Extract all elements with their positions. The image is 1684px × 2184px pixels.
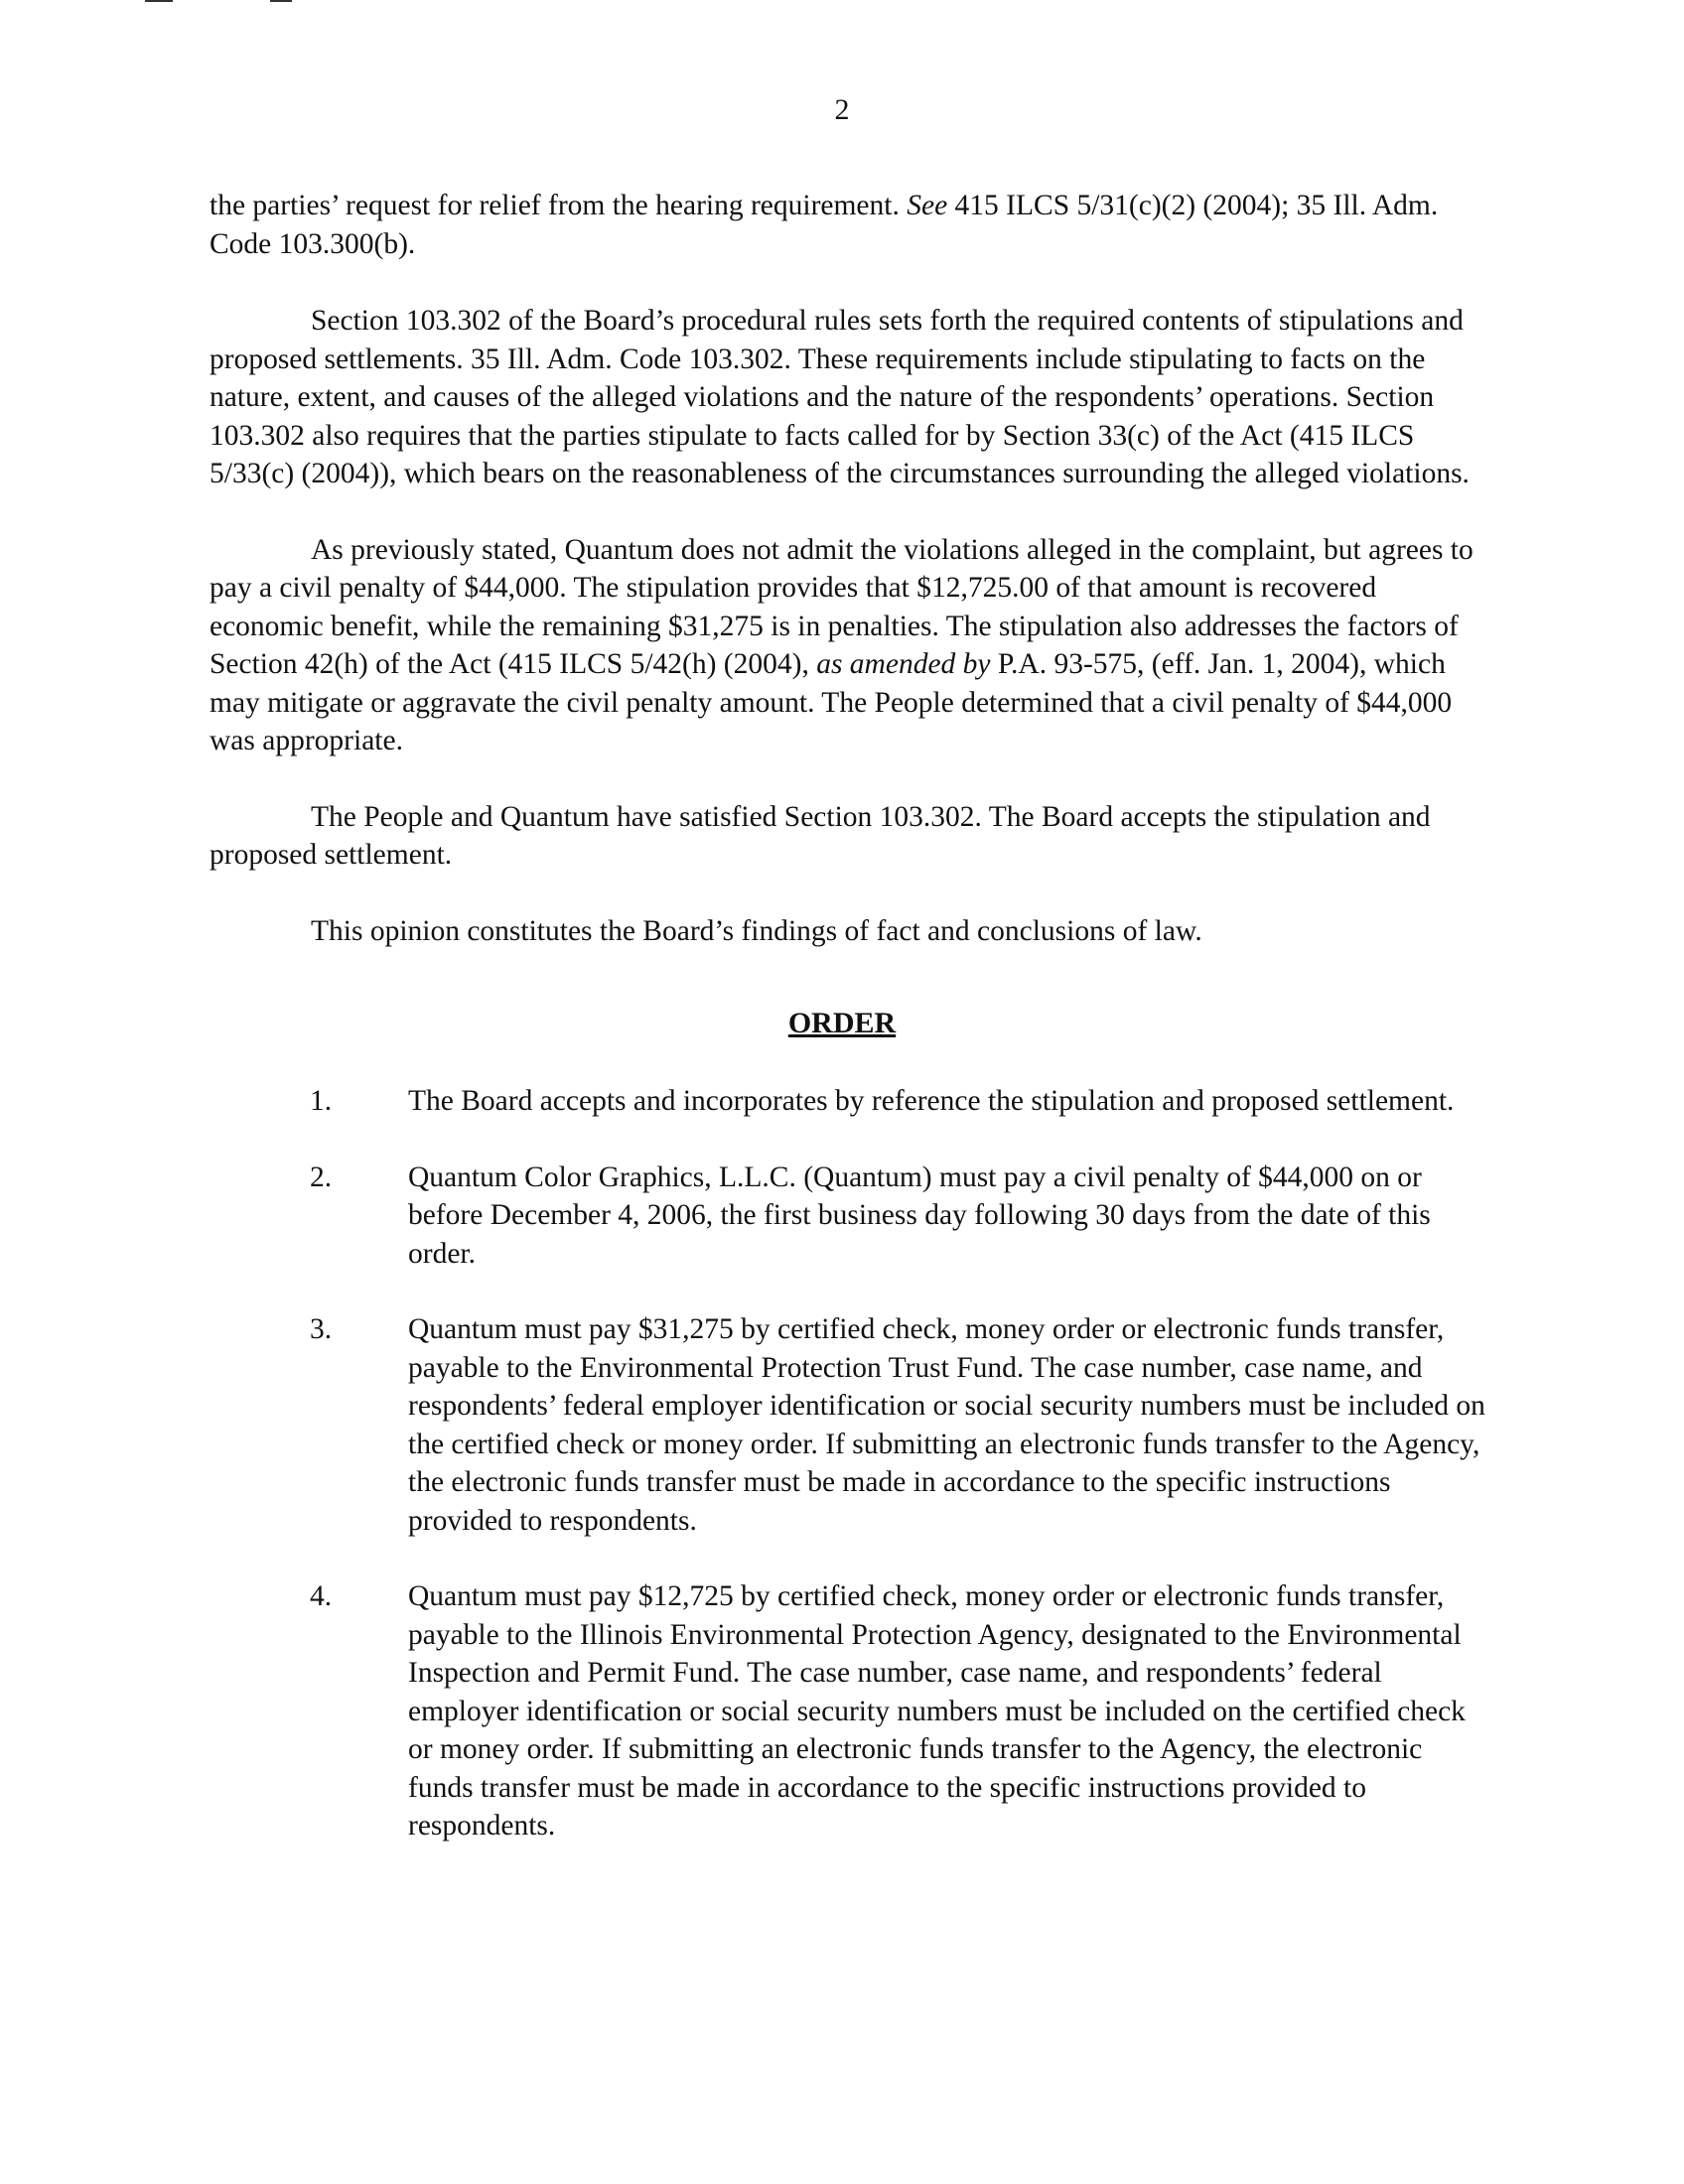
paragraph-text: As previously stated, Quantum does not admit the violations alleged in the complaint, but agrees to pay a civil penalty of $44,000. The stipulation provides that $12,725.00 of that amount is recovered economic benefit, while the remaining $31,275 is in penalties. The stipulation also addresses the factors of Section 42(h) of the Act (415 ILCS 5/42(h) (2004), (210, 533, 1474, 680)
order-item-text: The Board accepts and incorporates by reference the stipulation and proposed settlement. (408, 1085, 1455, 1117)
paragraph-continuation (210, 187, 1490, 263)
order-item-text: Quantum must pay $31,275 by certified check, money order or electronic funds transfer, payable to the Environmental Protection Trust Fund. The case number, case name, and respondents’ federal employer identification or social security numbers must be included on the certified check or money order. If submitting an electronic funds transfer to the Agency, the electronic funds transfer must be made in accordance to the specific instructions provided to respondents. (408, 1313, 1485, 1537)
order-heading: ORDER (787, 1007, 897, 1039)
paragraph-acceptance: The People and Quantum have satisfied Section 103.302. The Board accepts the stipulation and proposed settlement. (210, 800, 1431, 871)
scan-mark (270, 0, 292, 2)
order-list (310, 1082, 1491, 1883)
order-item-text: Quantum must pay $12,725 by certified check, money order or electronic funds transfer, payable to the Illinois Environmental Protection Agency, designated to the Environmental Inspection and Permit Fund. The case number, case name, and respondents’ federal employer identification or social security numbers must be included on the certified check or money order. If submitting an electronic funds transfer to the Agency, the electronic funds transfer must be made in accordance to the specific instructions provided to respondents. (408, 1580, 1466, 1842)
order-item-number: 2. (310, 1160, 333, 1193)
citation-signal: See (907, 190, 948, 221)
order-item (310, 1159, 1491, 1274)
order-item (310, 1577, 1491, 1845)
order-item-number: 3. (310, 1313, 333, 1345)
paragraph-text: P.A. 93-575, (eff. Jan. 1, 2004), which may mitigate or aggravate the civil penalty amount. The People determined that a civil penalty of $44,000 was appropriate. (210, 648, 1453, 756)
opinion-body (210, 187, 1490, 950)
order-item (310, 1082, 1491, 1121)
scan-mark (145, 0, 173, 2)
order-item-number: 1. (310, 1085, 333, 1117)
citation-text: 415 ILCS 5/31(c)(2) (2004); 35 Ill. Adm. Code 103.300(b). (210, 190, 1439, 260)
paragraph-findings: This opinion constitutes the Board’s findings of fact and conclusions of law. (311, 914, 1202, 947)
paragraph-section-103-302: Section 103.302 of the Board’s procedural rules sets forth the required contents of stipulations and proposed settlements. 35 Ill. Adm. Code 103.302. These requirements include stipulating to facts on the nature, extent, and causes of the alleged violations and the nature of the respondents’ operations. Section 103.302 also requires that the parties stipulate to facts called for by Section 33(c) of the Act (415 ILCS 5/33(c) (2004)), which bears on the reasonableness of the circumstances surrounding the alleged violations. (210, 305, 1470, 489)
page-number: 2 (834, 93, 850, 126)
citation-signal: as amended by (816, 648, 991, 680)
order-item-number: 4. (310, 1580, 333, 1612)
paragraph-civil-penalty (210, 531, 1490, 760)
order-item-text: Quantum Color Graphics, L.L.C. (Quantum) must pay a civil penalty of $44,000 on or before December 4, 2006, the first business day following 30 days from the date of this order. (408, 1160, 1431, 1270)
order-item (310, 1310, 1491, 1540)
paragraph-text: the parties’ request for relief from the hearing requirement. (210, 190, 900, 221)
